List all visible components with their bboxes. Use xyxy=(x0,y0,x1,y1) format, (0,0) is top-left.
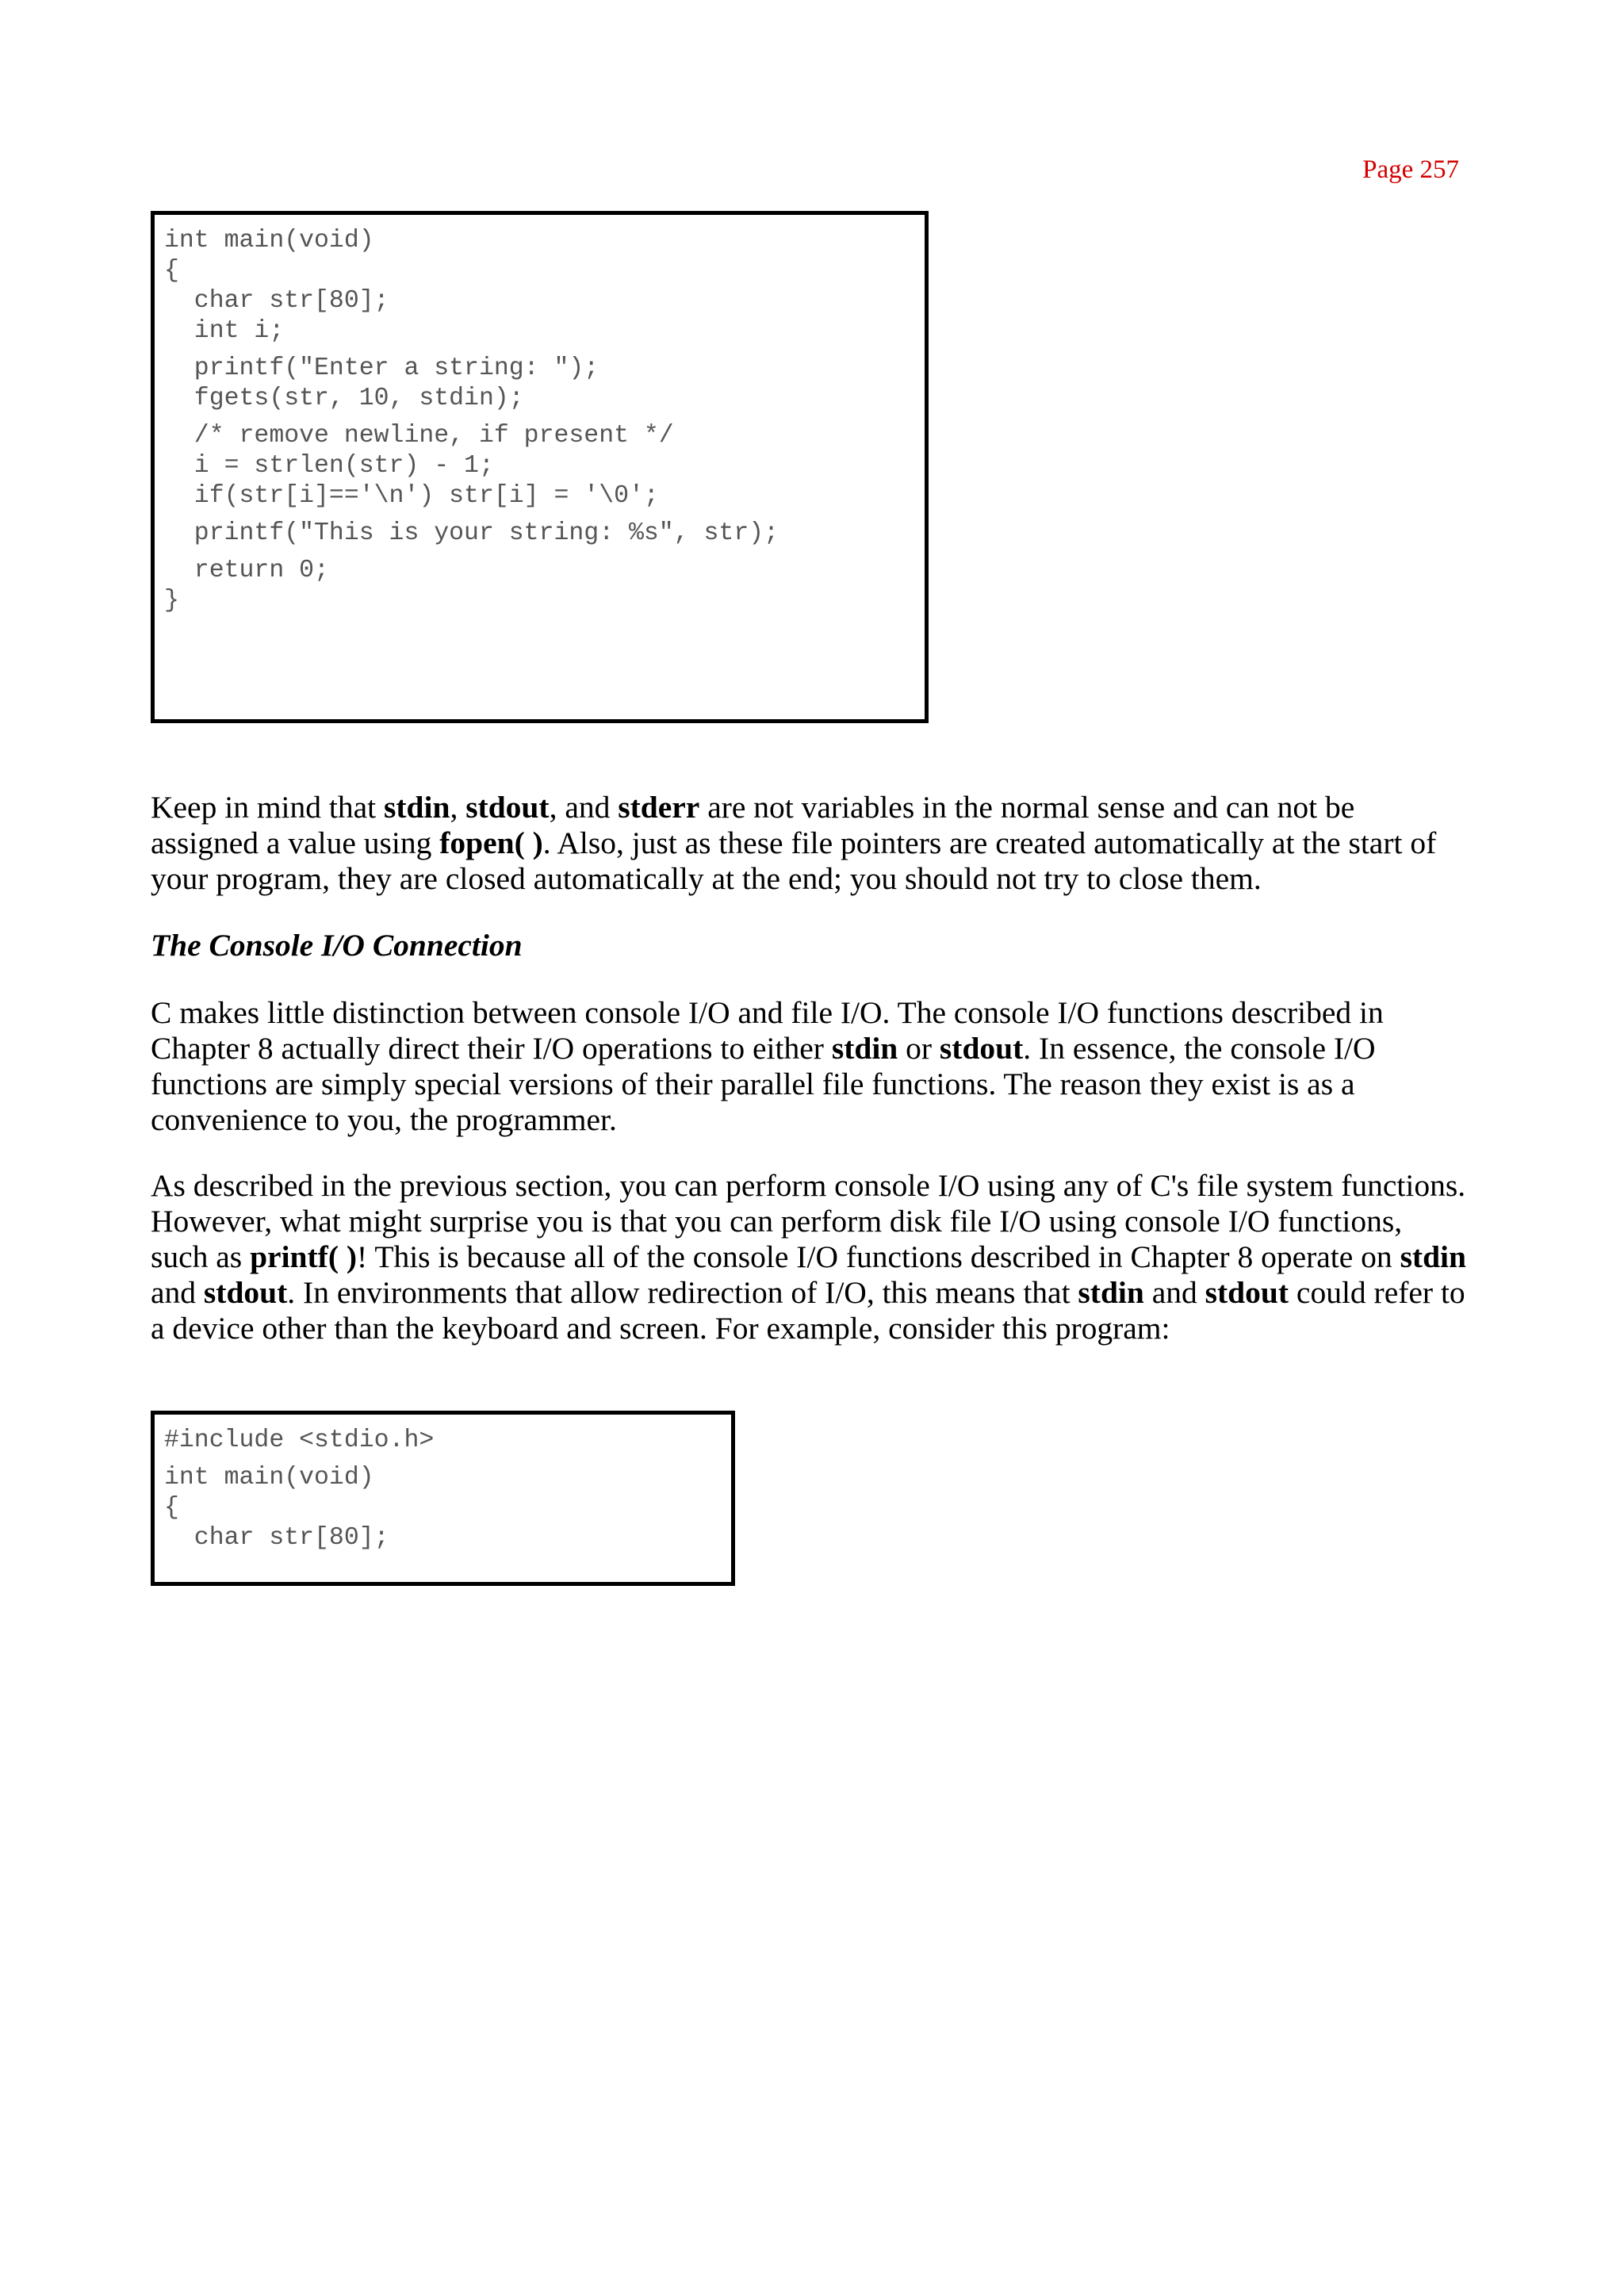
text: could refer to a device other than the keyboard and screen. For example, consider this program: xyxy=(151,1275,1465,1346)
code-block-include-program xyxy=(151,1411,735,1586)
code-line: { xyxy=(164,257,179,285)
code-line: int main(void) xyxy=(164,227,374,255)
code-blank-line xyxy=(164,549,925,556)
code-blank-line xyxy=(164,347,925,354)
paragraph-standard-streams xyxy=(151,790,1467,897)
code-line: int main(void) xyxy=(164,1464,374,1492)
code-blank-line xyxy=(164,511,925,519)
code-line: i = strlen(str) - 1; xyxy=(164,452,494,480)
paragraph-redirection xyxy=(151,1168,1467,1346)
text: are not variables in the normal sense and can not be assigned a value using xyxy=(151,790,1355,860)
code-line: /* remove newline, if present */ xyxy=(164,422,674,450)
text: . Also, just as these file pointers are created automatically at the start of your program, they are closed automatically at the end; you should not try to close them. xyxy=(151,825,1437,896)
code-line: printf("This is your string: %s", str); xyxy=(164,519,779,547)
code-line: { xyxy=(164,1494,179,1522)
code-line: char str[80]; xyxy=(164,1524,389,1552)
keyword-stdout: stdout xyxy=(939,1031,1024,1066)
keyword-stdin: stdin xyxy=(831,1031,898,1066)
text: C makes little distinction between console I/O and file I/O. The console I/O functions described in Chapter 8 actually direct their I/O operations to either xyxy=(151,995,1384,1066)
text: or xyxy=(898,1031,940,1066)
keyword-stderr: stderr xyxy=(618,790,700,825)
code-blank-line xyxy=(164,1456,731,1463)
paragraph-console-io xyxy=(151,995,1467,1138)
text: , and xyxy=(549,790,619,825)
code-blank-line xyxy=(164,414,925,421)
code-line: return 0; xyxy=(164,557,329,584)
page-number: Page 257 xyxy=(1362,155,1459,184)
code-line: printf("Enter a string: "); xyxy=(164,354,599,382)
code-line: fgets(str, 10, stdin); xyxy=(164,385,524,412)
keyword-printf: printf( ) xyxy=(250,1239,357,1274)
keyword-stdout: stdout xyxy=(465,790,550,825)
text: As described in the previous section, you can perform console I/O using any of C's file system functions. However, what might surprise you is that you can perform disk file I/O using console I/O functions, such as xyxy=(151,1168,1466,1274)
text: . In essence, the console I/O functions are simply special versions of their parallel file functions. The reason they exist is as a convenience to you, the programmer. xyxy=(151,1031,1376,1137)
keyword-fopen: fopen( ) xyxy=(439,825,543,860)
code-line: if(str[i]=='\n') str[i] = '\0'; xyxy=(164,482,659,510)
keyword-stdout: stdout xyxy=(203,1275,288,1310)
text: ! This is because all of the console I/O functions described in Chapter 8 operate on xyxy=(357,1239,1400,1274)
keyword-stdin: stdin xyxy=(1400,1239,1466,1274)
code-line: } xyxy=(164,587,179,615)
text: and xyxy=(1143,1275,1205,1310)
text: and xyxy=(151,1275,204,1310)
text: Keep in mind that xyxy=(151,790,384,825)
code-line: int i; xyxy=(164,317,285,345)
code-block-main-function xyxy=(151,211,929,723)
text: . In environments that allow redirection of I/O, this means that xyxy=(287,1275,1078,1310)
keyword-stdout: stdout xyxy=(1205,1275,1289,1310)
section-heading: The Console I/O Connection xyxy=(151,928,523,963)
code-line: char str[80]; xyxy=(164,287,389,315)
code-line: #include <stdio.h> xyxy=(164,1427,435,1454)
keyword-stdin: stdin xyxy=(1078,1275,1144,1310)
keyword-stdin: stdin xyxy=(384,790,450,825)
text: , xyxy=(450,790,466,825)
